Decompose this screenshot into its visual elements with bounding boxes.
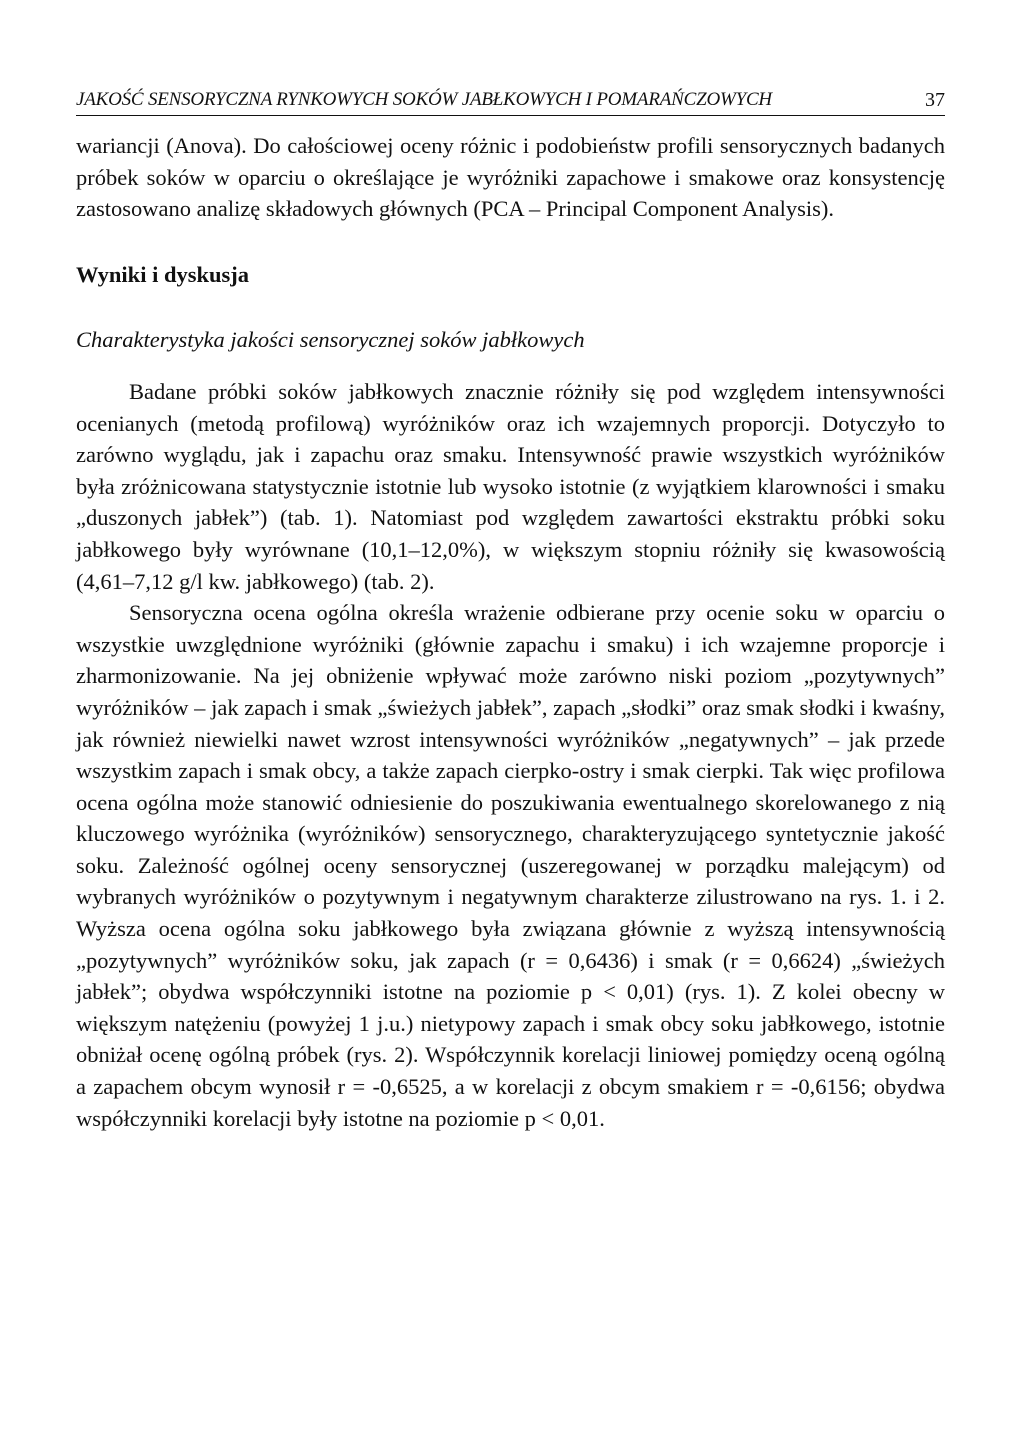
running-title: JAKOŚĆ SENSORYCZNA RYNKOWYCH SOKÓW JABŁKOWYCH I POMARAŃCZOWYCH [76, 89, 772, 110]
paragraph-1: Badane próbki soków jabłkowych znacznie różniły się pod względem intensywności ocenianych (metodą profilową) wyróżników oraz ich wzajemnych proporcji. Dotyczyło to zarówno wyglądu, jak i zapachu oraz smaku. Intensywność prawie wszystkich wyróżników była zróżnicowana statystycznie istotnie lub wysoko istotnie (z wyjątkiem klarowności i smaku „duszonych jabłek”) (tab. 1). Natomiast pod względem zawartości ekstraktu próbki soku jabłkowego były wyrównane (10,1–12,0%), w większym stopniu różniły się kwasowością (4,61–7,12 g/l kw. jabłkowego) (tab. 2). [76, 378, 945, 594]
section-heading: Wyniki i dyskusja [76, 261, 249, 287]
intro-paragraph: wariancji (Anova). Do całościowej oceny różnic i podobieństw profili sensorycznych badanych próbek soków w oparciu o określające je wyróżniki zapachowe i smakowe oraz konsystencję zastosowano analizę składowych głównych (PCA – Principal Component Analysis). [76, 133, 945, 222]
paragraph-2: Sensoryczna ocena ogólna określa wrażenie odbierane przy ocenie soku w oparciu o wszystkie uwzględnione wyróżniki (głównie zapachu i smaku) i ich wzajemne proporcje i zharmonizowanie. Na jej obniżenie wpływać może zarówno niski poziom „pozytywnych” wyróżników – jak zapach i smak „świeżych jabłek”, zapach „słodki” oraz smak słodki i kwaśny, jak również niewielki nawet wzrost intensywności wyróżników „negatywnych” – jak przede wszystkim zapach i smak obcy, a także zapach cierpko-ostry i smak cierpki. Tak więc profilowa ocena ogólna może stanowić odniesienie do poszukiwania ewentualnego skorelowanego z nią kluczowego wyróżnika (wyróżników) sensorycznego, charakteryzującego syntetycznie jakość soku. Zależność ogólnej oceny sensorycznej (uszeregowanej w porządku malejącym) od wybranych wyróżników o pozytywnym i negatywnym charakterze zilustrowano na rys. 1. i 2. Wyższa ocena ogólna soku jabłkowego była związana głównie z wyższą intensywnością „pozytywnych” wyróżników soku, jak zapach (r = 0,6436) i smak (r = 0,6624) „świeżych jabłek”; obydwa współczynniki istotne na poziomie p < 0,01) (rys. 1). Z kolei obecny w większym natężeniu (powyżej 1 j.u.) nietypowy zapach i smak obcy soku jabłkowego, istotnie obniżał ocenę ogólną próbek (rys. 2). Współczynnik korelacji liniowej pomiędzy oceną ogólną a zapachem obcym wynosił r = -0,6525, a w korelacji z obcym smakiem r = -0,6156; obydwa współczynniki korelacji były istotne na poziomie p < 0,01. [76, 600, 945, 1131]
running-header [76, 88, 945, 116]
page-number: 37 [925, 89, 945, 111]
page [76, 88, 945, 1134]
body-text [76, 130, 945, 1134]
subsection-heading: Charakterystyka jakości sensorycznej soków jabłkowych [76, 327, 585, 353]
